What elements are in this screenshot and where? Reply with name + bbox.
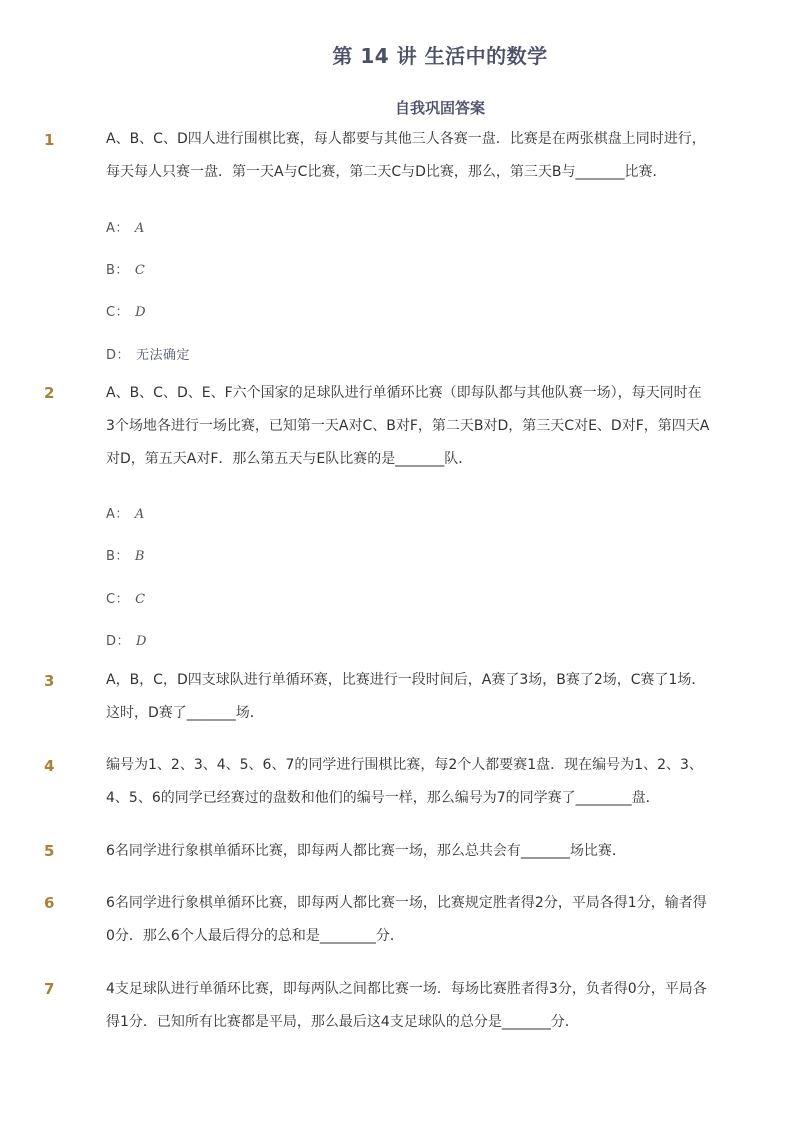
question-line: 0分．那么6个人最后得分的总和是________分． — [106, 928, 404, 944]
question-text — [106, 749, 718, 815]
question-number: 6 — [44, 894, 55, 912]
option-item[interactable] — [106, 588, 146, 607]
option-item[interactable] — [106, 344, 190, 363]
question-line: 4支足球队进行单循环比赛，即每两队之间都比赛一场．每场比赛胜者得3分，负者得0分，平局各 — [106, 981, 707, 997]
question-number: 3 — [44, 672, 55, 690]
option-value: A — [134, 221, 145, 236]
question-text — [106, 887, 718, 953]
question-line: A、B、C、D四人进行围棋比赛，每人都要与其他三人各赛一盘．比赛是在两张棋盘上同时进行， — [106, 131, 706, 147]
question-line: 4、5、6的同学已经赛过的盘数和他们的编号一样，那么编号为7的同学赛了________盘． — [106, 790, 660, 806]
option-item[interactable] — [106, 630, 147, 649]
question-line: 6名同学进行象棋单循环比赛，即每两人都比赛一场，比赛规定胜者得2分，平局各得1分，输者得 — [106, 895, 707, 911]
question-line: 3个场地各进行一场比赛，已知第一天A对C、B对F，第二天B对D，第三天C对E、D对F，第四天A — [106, 418, 710, 434]
option-value: B — [134, 549, 145, 564]
question-line: A，B，C，D四支球队进行单循环赛，比赛进行一段时间后，A赛了3场，B赛了2场，C赛了1场． — [106, 672, 706, 688]
question-text — [106, 664, 718, 730]
page-title: 第 14 讲 生活中的数学 — [332, 44, 548, 68]
question-number: 4 — [44, 757, 55, 775]
option-value: D — [136, 634, 147, 649]
question-line: 这时，D赛了_______场． — [106, 705, 264, 721]
option-value: C — [134, 263, 146, 278]
option-item[interactable] — [106, 301, 146, 320]
option-value: D — [135, 305, 147, 320]
option-label: B： — [106, 549, 129, 564]
question-text — [106, 377, 718, 476]
question-number: 1 — [44, 131, 55, 149]
question-number: 2 — [44, 384, 55, 402]
question-line: 得1分．已知所有比赛都是平局，那么最后这4支足球队的总分是_______分． — [106, 1014, 579, 1030]
option-label: A： — [106, 507, 129, 522]
option-label: C： — [106, 305, 130, 320]
question-text — [106, 123, 718, 189]
question-line: 6名同学进行象棋单循环比赛，即每两人都比赛一场，那么总共会有_______场比赛． — [106, 843, 626, 859]
question-text — [106, 973, 718, 1039]
question-line: 对D，第五天A对F．那么第五天与E队比赛的是_______队． — [106, 451, 473, 467]
page-subtitle: 自我巩固答案 — [394, 99, 485, 117]
option-label: D： — [106, 348, 131, 363]
option-label: D： — [106, 634, 131, 649]
option-value: 无法确定 — [136, 348, 191, 363]
option-item[interactable] — [106, 503, 145, 522]
option-item[interactable] — [106, 217, 145, 236]
option-value: A — [134, 507, 145, 522]
option-label: B： — [106, 263, 129, 278]
question-text — [106, 835, 718, 868]
option-label: C： — [106, 592, 130, 607]
question-line: 每天每人只赛一盘．第一天A与C比赛，第二天C与D比赛，那么，第三天B与_______比赛． — [106, 164, 667, 180]
question-number: 7 — [44, 980, 55, 998]
option-label: A： — [106, 221, 129, 236]
question-line: 编号为1、2、3、4、5、6、7的同学进行围棋比赛，每2个人都要赛1盘．现在编号为1、2、3、 — [106, 757, 703, 773]
option-value: C — [135, 592, 146, 607]
option-item[interactable] — [106, 259, 145, 278]
question-line: A、B、C、D、E、F六个国家的足球队进行单循环比赛（即每队都与其他队赛一场），每天同时在 — [106, 385, 702, 401]
option-item[interactable] — [106, 545, 145, 564]
question-number: 5 — [44, 842, 55, 860]
